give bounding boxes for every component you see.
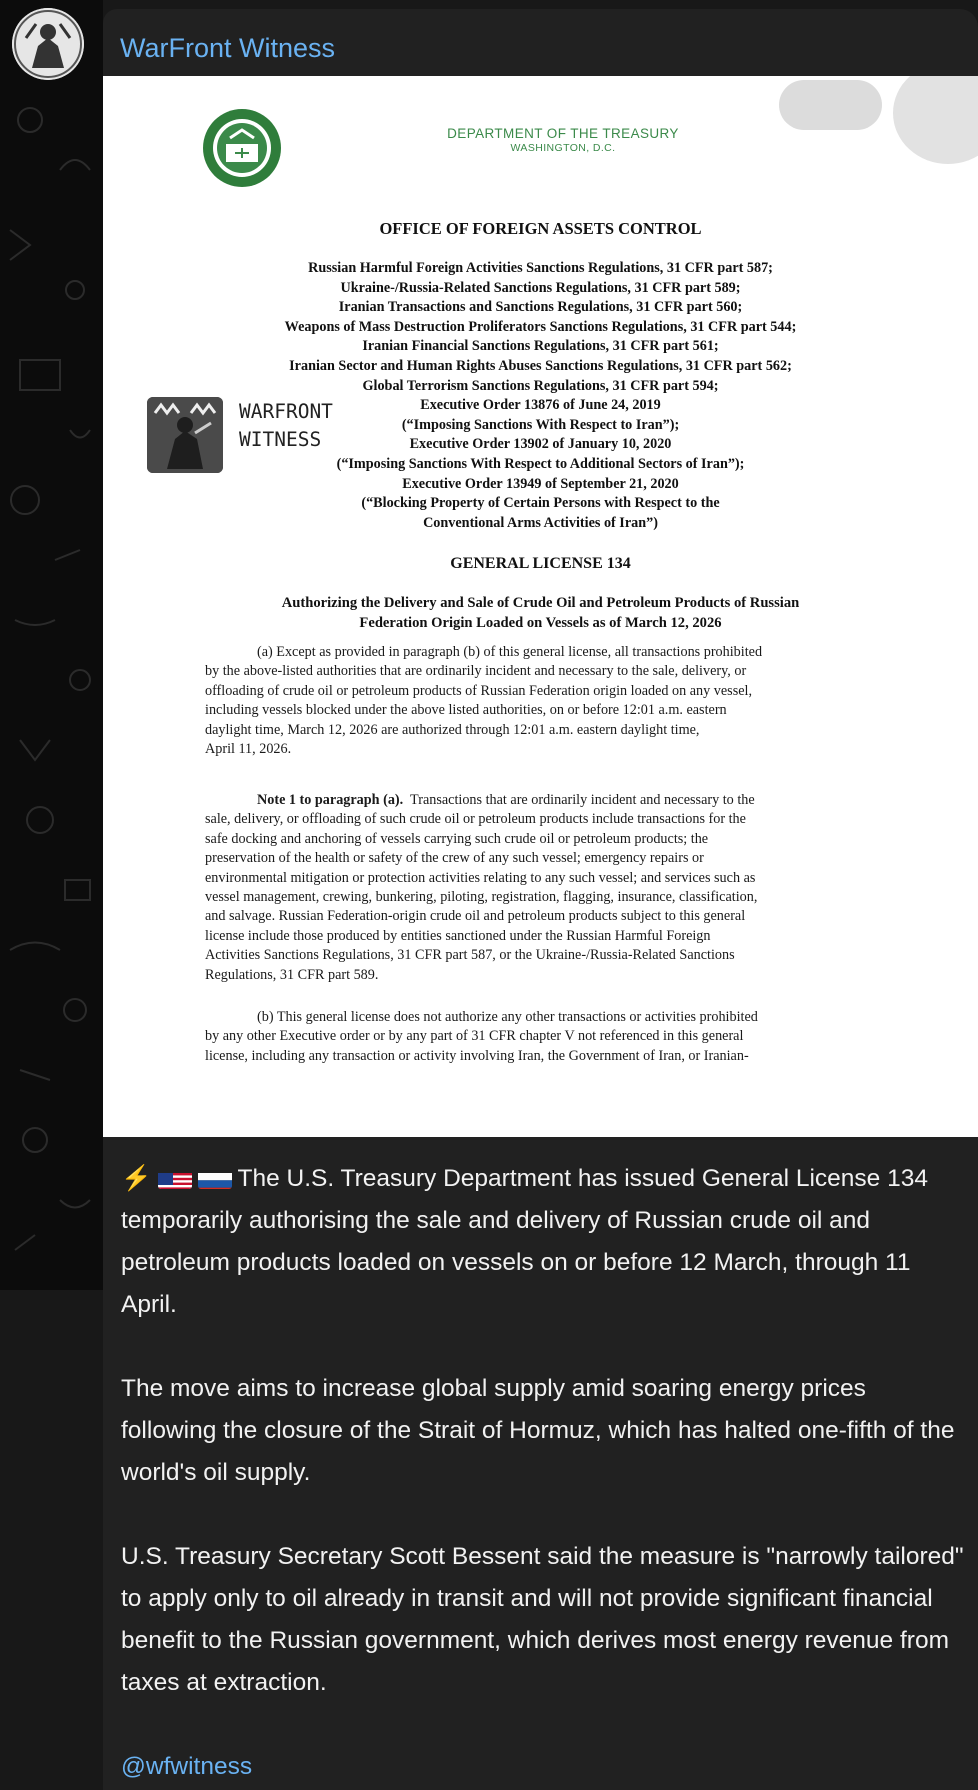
lightning-emoji: ⚡ [121, 1165, 152, 1192]
regulation-line: Weapons of Mass Destruction Proliferators Sanctions Regulations, 31 CFR part 544; [284, 318, 797, 335]
regulation-line: Russian Harmful Foreign Activities Sanctions Regulations, 31 CFR part 587; [308, 260, 773, 276]
scroll-down-button[interactable] [893, 76, 978, 164]
russia-flag-emoji [198, 1167, 232, 1189]
post-paragraph: The move aims to increase global supply amid soaring energy prices following the closure of the Strait of Hormuz, which has halted one-fifth of the world's oil supply. [121, 1375, 955, 1486]
chat-wallpaper [0, 0, 103, 1290]
license-title: GENERAL LICENSE 134 [450, 555, 631, 572]
paragraph-line: offloading of crude oil or petroleum products of Russian Federation origin loaded on any vessel, [205, 682, 753, 699]
paragraph-line: vessel management, crewing, bunkering, piloting, registration, flagging, insurance, classification, [205, 889, 758, 906]
regulation-line: (“Imposing Sanctions With Respect to Iran”); [401, 416, 680, 433]
paragraph-line: safe docking and anchoring of vessels carrying such crude oil or petroleum products; the [205, 830, 709, 847]
paragraph-line: daylight time, March 12, 2026 are authorized through 12:01 a.m. eastern daylight time, [205, 721, 700, 738]
media-info-pill [779, 80, 882, 130]
watermark-line: WITNESS [239, 428, 322, 451]
regulation-line: Iranian Sector and Human Rights Abuses Sanctions Regulations, 31 CFR part 562; [289, 357, 792, 374]
paragraph-line: by any other Executive order or by any part of 31 CFR chapter V not referenced in this general [205, 1028, 744, 1045]
note-paragraph [205, 791, 885, 985]
regulation-line: Iranian Financial Sanctions Regulations, 31 CFR part 561; [362, 338, 719, 355]
paragraph-line: preservation of the health or safety of the crew of any such vessel; emergency repairs or [205, 850, 704, 867]
paragraph-line: environmental mitigation or protection activities relating to any such vessel; and services such as [205, 869, 756, 886]
regulations-list [183, 259, 898, 533]
regulation-line: Global Terrorism Sanctions Regulations, 31 CFR part 594; [362, 377, 719, 394]
paragraph-line: license, including any transaction or activity involving Iran, the Government of Iran, or Iranian- [205, 1047, 749, 1064]
regulation-line: Executive Order 13949 of September 21, 2020 [402, 475, 679, 492]
channel-mention-link[interactable]: @wfwitness [121, 1753, 253, 1780]
regulation-line: Ukraine-/Russia-Related Sanctions Regulations, 31 CFR part 589; [340, 279, 741, 296]
regulation-line: Executive Order 13876 of June 24, 2019 [420, 397, 661, 414]
channel-avatar[interactable] [12, 8, 84, 80]
post-paragraph: U.S. Treasury Secretary Scott Bessent said the measure is "narrowly tailored" to apply only to oil already in transit and will not provide significant financial benefit to the Russian government, which derives most energy revenue from taxes at extraction. [121, 1543, 964, 1696]
regulation-line: Iranian Transactions and Sanctions Regulations, 31 CFR part 560; [338, 299, 743, 316]
post-paragraph [121, 1158, 966, 1326]
paragraph-a [205, 643, 885, 759]
office-title: OFFICE OF FOREIGN ASSETS CONTROL [379, 219, 702, 238]
regulation-line: (“Blocking Property of Certain Persons with Respect to the [361, 495, 720, 512]
post-text [121, 1158, 966, 1788]
paragraph-line: (b) This general license does not authorize any other transactions or activities prohibited [257, 1009, 758, 1025]
note-label: Note 1 to paragraph (a). [257, 792, 404, 808]
paragraph-line: April 11, 2026. [205, 741, 292, 758]
channel-avatar-icon [12, 8, 84, 80]
paragraph-line: including vessels blocked under the above listed authorities, on or before 12:01 a.m. eastern [205, 702, 727, 719]
post-paragraph-text: The U.S. Treasury Department has issued General License 134 temporarily authorising the sale and delivery of Russian crude oil and petroleum products loaded on vessels on or before 12 March, through 11 April. [121, 1165, 928, 1318]
paragraph-b [205, 1008, 885, 1066]
paragraph-line: Activities Sanctions Regulations, 31 CFR part 587, or the Ukraine-/Russia-Related Sanctions [205, 947, 735, 964]
us-flag-emoji [158, 1167, 192, 1189]
regulation-line: Executive Order 13902 of January 10, 2020 [409, 436, 672, 453]
paragraph-line: by the above-listed authorities that are ordinarily incident and necessary to the sale, delivery, or [205, 663, 747, 680]
paragraph-line: license include those produced by entities sanctioned under the Russian Harmful Foreign [205, 927, 711, 944]
authorizing-heading [203, 594, 878, 633]
channel-post [103, 9, 978, 1790]
watermark-line: WARFRONT [239, 400, 333, 423]
regulation-line: (“Imposing Sanctions With Respect to Additional Sectors of Iran”); [336, 455, 745, 472]
paragraph-line: (a) Except as provided in paragraph (b) of this general license, all transactions prohibited [257, 644, 763, 660]
regulation-line: Conventional Arms Activities of Iran”) [423, 514, 658, 531]
department-header [353, 126, 773, 155]
authorizing-line: Federation Origin Loaded on Vessels as of March 12, 2026 [359, 614, 722, 631]
department-location: WASHINGTON, D.C. [510, 142, 616, 154]
authorizing-line: Authorizing the Delivery and Sale of Crude Oil and Petroleum Products of Russian [281, 595, 800, 611]
channel-name[interactable]: WarFront Witness [120, 33, 336, 63]
warfront-witness-logo-icon [147, 397, 223, 473]
paragraph-line: Transactions that are ordinarily incident and necessary to the [410, 792, 755, 808]
watermark-text [239, 398, 333, 454]
paragraph-line: Regulations, 31 CFR part 589. [205, 966, 379, 983]
treasury-seal-icon [202, 108, 282, 188]
paragraph-line: and salvage. Russian Federation-origin crude oil and petroleum products subject to this general [205, 908, 746, 925]
post-photo[interactable] [103, 76, 978, 1137]
paragraph-line: sale, delivery, or offloading of such crude oil or petroleum products include transactions for the [205, 811, 746, 828]
department-name: DEPARTMENT OF THE TREASURY [447, 126, 679, 141]
